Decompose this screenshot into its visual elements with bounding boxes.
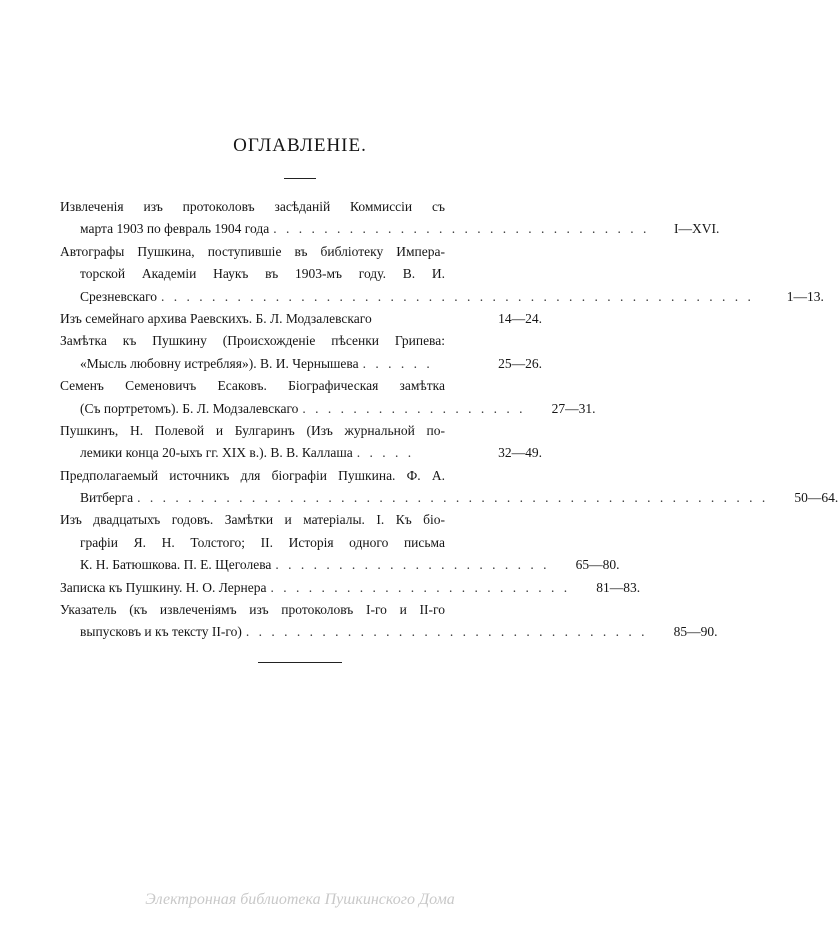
toc-entry-text: марта 1903 по февраль 1904 года	[80, 221, 270, 237]
toc-leader-dots: . . . . . . . . . . . . . . . . . . . . . .	[275, 557, 550, 573]
toc-entry-line: Предполагаемый источникъ для біографіи Пушкина. Ф. А.	[60, 467, 445, 483]
toc-entry-text: Записка къ Пушкину. Н. О. Лернера	[60, 579, 267, 595]
toc-entry-text: лемики конца 20-ыхъ гг. XIX в.). В. В. Каллаша	[80, 445, 353, 461]
toc-entry-text: Срезневскаго	[80, 288, 158, 304]
toc-entry[interactable]	[60, 509, 620, 576]
toc-leader-dots: . . . . . . . . . . . . . . . . . .	[302, 400, 526, 416]
toc-entry-line: Автографы Пушкина, поступившіе въ библіотеку Импера-	[60, 243, 445, 259]
toc-entry[interactable]	[60, 308, 542, 330]
toc-entry-last-line	[60, 353, 542, 375]
toc-entry-text: К. Н. Батюшкова. П. Е. Щеголева	[80, 557, 272, 573]
toc-page-range: 1—13.	[786, 288, 824, 304]
toc-leader-dots: . . . . . . . . . . . . . . . . . . . . . . . .	[270, 579, 571, 595]
toc-leader-dots: . . . . .	[356, 445, 415, 461]
title-divider	[284, 178, 316, 179]
toc-entry-line: Изъ двадцатыхъ годовъ. Замѣтки и матеріалы. І. Къ біо-	[60, 512, 445, 528]
toc-entry-line: Замѣтка къ Пушкину (Происхожденіе пѣсенки Грипева:	[60, 333, 445, 349]
toc-entry-line: Указатель (къ извлеченіямъ изъ протоколовъ І-го и ІІ-го	[60, 602, 445, 618]
toc-entry-line: графіи Я. Н. Толстого; ІІ. Исторія одного письма	[80, 534, 445, 550]
toc-entry-line: Пушкинъ, Н. Полевой и Булгаринъ (Изъ журнальной по-	[60, 422, 445, 438]
page-title: ОГЛАВЛЕНІЕ.	[233, 135, 367, 156]
toc-entry[interactable]	[60, 420, 542, 465]
toc-entry-last-line	[60, 308, 542, 330]
toc-entry-text: выпусковъ и къ тексту ІІ-го)	[80, 624, 242, 640]
toc-entry-last-line	[60, 577, 641, 599]
toc-leader-dots: . . . . . . . . . . . . . . . . . . . . . . . . . . . . . . . . . . . . . . . . . . . . . . . . . .	[137, 490, 769, 506]
toc-entry-last-line	[60, 554, 620, 576]
toc-entry[interactable]	[60, 330, 542, 375]
toc-entry-last-line	[60, 487, 838, 509]
toc-page-range: 81—83.	[596, 579, 641, 595]
toc-entry-last-line	[60, 442, 542, 464]
table-of-contents	[60, 196, 838, 644]
toc-leader-dots: . . . . . .	[362, 355, 433, 371]
toc-page-range: 50—64.	[794, 490, 838, 506]
toc-entry[interactable]	[60, 375, 596, 420]
toc-page-range: 25—26.	[498, 355, 542, 371]
toc-entry-last-line	[60, 218, 720, 240]
toc-page-range: 85—90.	[673, 624, 718, 640]
toc-page-range: I—XVI.	[673, 221, 720, 237]
toc-page-range: 14—24.	[498, 310, 542, 326]
toc-page-range: 32—49.	[498, 445, 542, 461]
toc-page-range: 27—31.	[551, 400, 596, 416]
toc-entry-text: «Мысль любовну истребляя»). В. И. Чернышева	[80, 355, 359, 371]
toc-leader-dots: . . . . . . . . . . . . . . . . . . . . . . . . . . . . . . . .	[245, 624, 648, 640]
toc-entry[interactable]	[60, 196, 720, 241]
toc-entry[interactable]	[60, 465, 838, 510]
toc-entry-text: Изъ семейнаго архива Раевскихъ. Б. Л. Модзалевскаго	[60, 310, 372, 326]
toc-entry[interactable]	[60, 241, 824, 308]
toc-entry-last-line	[60, 286, 824, 308]
toc-entry[interactable]	[60, 599, 718, 644]
bottom-divider	[258, 662, 342, 663]
toc-leader-dots: . . . . . . . . . . . . . . . . . . . . . . . . . . . . . . . . . . . . . . . . . . . . . . .	[161, 288, 754, 304]
toc-leader-dots: . . . . . . . . . . . . . . . . . . . . . . . . . . . . . .	[273, 221, 650, 237]
toc-entry-line: торской Академіи Наукъ въ 1903-мъ году. В. И.	[80, 266, 445, 282]
toc-entry-line: Семенъ Семеновичъ Есаковъ. Біографическая замѣтка	[60, 378, 445, 394]
watermark: Электронная библиотека Пушкинского Дома	[145, 891, 455, 908]
toc-entry-line: Извлеченія изъ протоколовъ засѣданій Коммиссіи съ	[60, 199, 445, 214]
toc-entry-last-line	[60, 621, 718, 643]
toc-entry-text: (Съ портретомъ). Б. Л. Модзалевскаго	[80, 400, 299, 416]
toc-entry-text: Витберга	[80, 490, 134, 506]
toc-page-range: 65—80.	[575, 557, 620, 573]
toc-entry-last-line	[60, 398, 596, 420]
toc-entry[interactable]	[60, 577, 641, 599]
